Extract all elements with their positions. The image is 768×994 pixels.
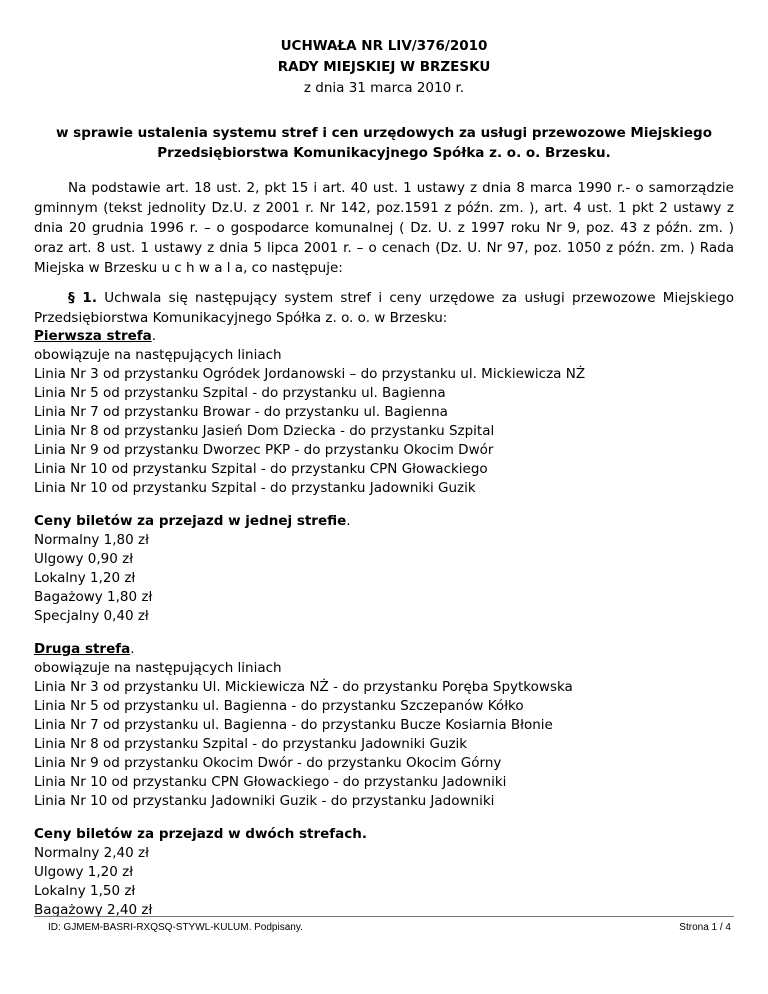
zone-2-line: Linia Nr 9 od przystanku Okocim Dwór - do przystanku Okocim Górny [34,755,502,771]
page-number: Strona 1 / 4 [679,922,731,933]
section-1-paragraph [34,288,734,328]
zone-1-title-suffix: . [151,328,157,344]
prices-2-section [34,825,734,920]
zone-1-line: Linia Nr 10 od przystanku Szpital - do przystanku CPN Głowackiego [34,461,488,477]
zone-1-line: Linia Nr 5 od przystanku Szpital - do przystanku ul. Bagienna [34,385,446,401]
council-name: RADY MIEJSKIEJ W BRZESKU [277,59,491,75]
zone-2-title: Druga strefa [34,641,131,657]
zone-2-line: Linia Nr 10 od przystanku CPN Głowackiego - do przystanku Jadowniki [34,774,507,790]
price-item: Ulgowy 0,90 zł [34,551,134,567]
zone-2-heading [34,640,734,659]
price-item: Specjalny 0,40 zł [34,608,149,624]
resolution-header [0,36,768,99]
prices-1-section [34,512,734,626]
zone-1-title: Pierwsza strefa [34,328,152,344]
prices-2-title: Ceny biletów za przejazd w dwóch strefach. [34,826,368,842]
price-item: Lokalny 1,50 zł [34,883,136,899]
section-1-text: Uchwala się następujący system stref i ceny urzędowe za usługi przewozowe Miejskiego Przedsiębiorstwa Komunikacyjnego Spółka z. o. o. w Brzesku: [34,290,734,326]
prices-1-title-suffix: . [346,513,351,529]
zone-1-line: Linia Nr 9 od przystanku Dworzec PKP - do przystanku Okocim Dwór [34,442,494,458]
resolution-title: UCHWAŁA NR LIV/376/2010 [280,38,488,54]
zone-1-intro: obowiązuje na następujących liniach [34,347,282,363]
zone-2-line: Linia Nr 10 od przystanku Jadowniki Guzik - do przystanku Jadowniki [34,793,495,809]
preamble-paragraph: Na podstawie art. 18 ust. 2, pkt 15 i art. 40 ust. 1 ustawy z dnia 8 marca 1990 r.- o samorządzie gminnym (tekst jednolity Dz.U. z 2001 r. Nr 142, poz.1591 z późn. zm. ), art. 4 ust. 1 pkt 2 ustawy z dnia 20 grudnia 1996 r. – o gospodarce komunalnej ( Dz. U. z 1997 roku Nr 9, poz. 43 z późn. zm. ) oraz art. 8 ust. 1 ustawy z dnia 5 lipca 2001 r. – o cenach (Dz. U. Nr 97, poz. 1050 z późn. zm. ) Rada Miejska w Brzesku u c h w a l a, co następuje: [34,180,734,276]
price-item: Lokalny 1,20 zł [34,570,136,586]
price-item: Normalny 1,80 zł [34,532,149,548]
price-item: Normalny 2,40 zł [34,845,149,861]
zone-1-line: Linia Nr 7 od przystanku Browar - do przystanku ul. Bagienna [34,404,448,420]
resolution-subject: w sprawie ustalenia systemu stref i cen urzędowych za usługi przewozowe Miejskiego Przedsiębiorstwa Komunikacyjnego Spółka z. o. o. Brzesku. [55,125,712,161]
resolution-date: z dnia 31 marca 2010 r. [303,80,465,96]
zone-1-line: Linia Nr 3 od przystanku Ogródek Jordanowski – do przystanku ul. Mickiewicza NŻ [34,366,586,382]
zone-1-line: Linia Nr 8 od przystanku Jasień Dom Dziecka - do przystanku Szpital [34,423,495,439]
zone-2-title-suffix: . [130,641,135,657]
zone-2-section [34,640,734,811]
price-item: Bagażowy 2,40 zł [34,902,153,918]
zone-2-line: Linia Nr 8 od przystanku Szpital - do przystanku Jadowniki Guzik [34,736,468,752]
footer-divider [34,916,734,917]
zone-2-line: Linia Nr 5 od przystanku ul. Bagienna - do przystanku Szczepanów Kółko [34,698,524,714]
section-1-label: § 1. [68,290,97,306]
prices-1-title: Ceny biletów za przejazd w jednej strefie [34,513,347,529]
zone-2-line: Linia Nr 3 od przystanku Ul. Mickiewicza NŻ - do przystanku Poręba Spytkowska [34,679,573,695]
zone-2-intro: obowiązuje na następujących liniach [34,660,282,676]
zone-1-line: Linia Nr 10 od przystanku Szpital - do przystanku Jadowniki Guzik [34,480,476,496]
zone-1-section [34,327,734,498]
zone-2-line: Linia Nr 7 od przystanku ul. Bagienna - do przystanku Bucze Kosiarnia Błonie [34,717,553,733]
document-id: ID: GJMEM-BASRI-RXQSQ-STYWL-KULUM. Podpisany. [48,922,303,933]
prices-1-heading [34,512,734,531]
price-item: Ulgowy 1,20 zł [34,864,134,880]
price-item: Bagażowy 1,80 zł [34,589,153,605]
zone-1-heading [34,327,734,346]
